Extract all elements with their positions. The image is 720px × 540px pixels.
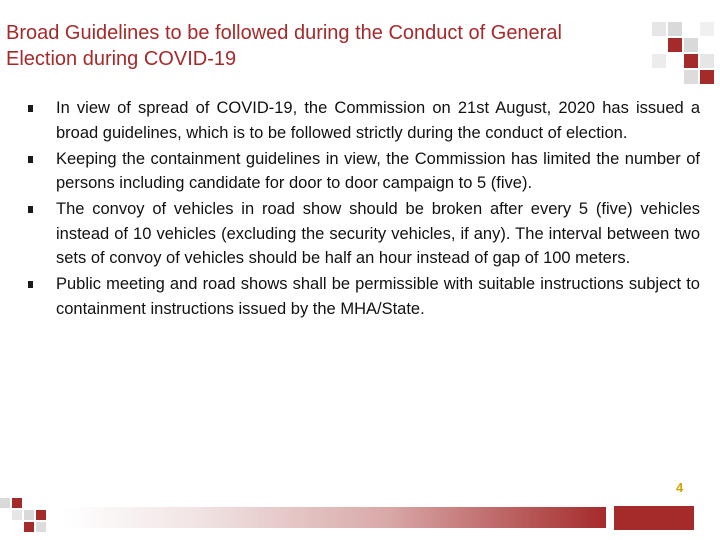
bullet-text: Keeping the containment guidelines in view, the Commission has limited the number of persons including candidate for door to door campaign to 5 (five). [56,149,700,192]
square-bullet-icon [28,206,33,213]
bullet-list [28,96,700,323]
square-bullet-icon [28,105,33,112]
bullet-item [28,147,700,196]
checker-decoration-icon [0,494,50,540]
square-bullet-icon [28,156,33,163]
footer-accent-box [614,506,694,530]
bullet-item [28,96,700,145]
bullet-text: In view of spread of COVID-19, the Commission on 21st August, 2020 has issued a broad guidelines, which is to be followed strictly during the conduct of election. [56,99,700,142]
bullet-item [28,197,700,271]
square-bullet-icon [28,281,33,288]
checker-decoration-icon [640,10,720,90]
bullet-text: Public meeting and road shows shall be permissible with suitable instructions subject to containment instructions issued by the MHA/State. [56,275,700,318]
bullet-item [28,272,700,321]
bullet-text: The convoy of vehicles in road show should be broken after every 5 (five) vehicles instead of 10 vehicles (excluding the security vehicles, if any). The interval between two sets of convoy of vehicles should be half an hour instead of gap of 100 meters. [56,200,700,267]
slide-title: Broad Guidelines to be followed during the Conduct of General Election during COVID-19 [6,22,562,70]
page-number: 4 [676,480,684,495]
footer-gradient-bar [62,507,606,528]
